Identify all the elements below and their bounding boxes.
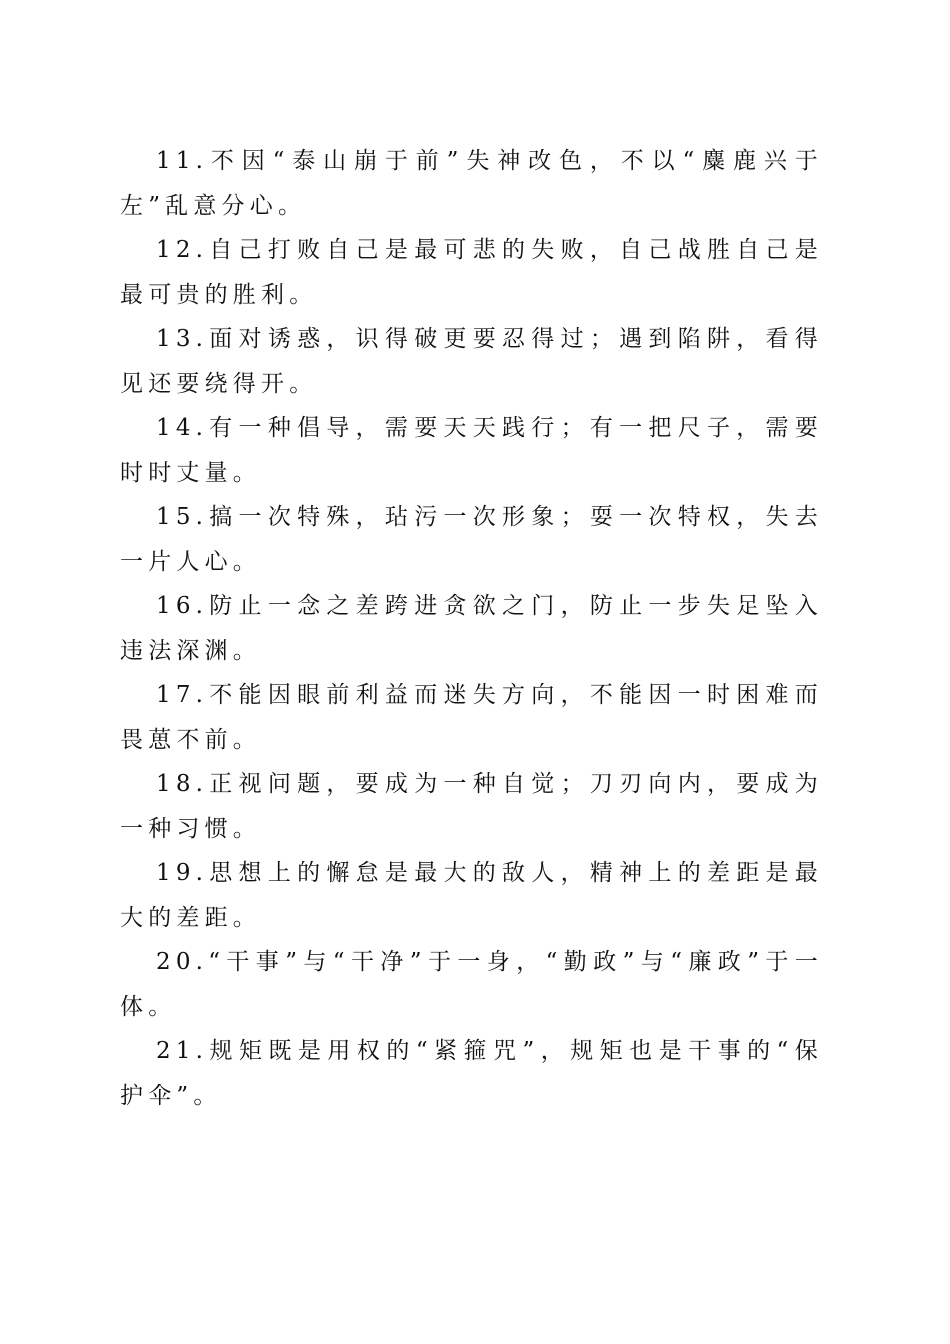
- paragraph-number: 12.: [156, 237, 209, 263]
- paragraph-text: “干事”与“干净”于一身，“勤政”与“廉政”于一体。: [120, 949, 823, 1020]
- paragraph-20: [120, 940, 823, 1029]
- paragraph-text: 正视问题，要成为一种自觉；刀刃向内，要成为一种习惯。: [120, 771, 823, 842]
- paragraph-12: [120, 228, 823, 317]
- paragraph-17: [120, 673, 823, 762]
- paragraph-number: 16.: [156, 593, 209, 619]
- paragraph-13: [120, 317, 823, 406]
- paragraph-text: 思想上的懈怠是最大的敌人，精神上的差距是最大的差距。: [120, 860, 823, 931]
- paragraph-text: 不因“泰山崩于前”失神改色，不以“麋鹿兴于左”乱意分心。: [120, 148, 823, 219]
- paragraph-number: 15.: [156, 504, 209, 530]
- paragraph-text: 自己打败自己是最可悲的失败，自己战胜自己是最可贵的胜利。: [120, 237, 823, 308]
- paragraph-15: [120, 495, 823, 584]
- paragraph-number: 13.: [156, 326, 209, 352]
- document-body: [120, 139, 823, 1118]
- paragraph-text: 规矩既是用权的“紧箍咒”，规矩也是干事的“保护伞”。: [120, 1038, 823, 1109]
- paragraph-text: 有一种倡导，需要天天践行；有一把尺子，需要时时丈量。: [120, 415, 823, 486]
- paragraph-number: 11.: [156, 148, 209, 174]
- paragraph-number: 19.: [156, 860, 209, 886]
- paragraph-16: [120, 584, 823, 673]
- paragraph-14: [120, 406, 823, 495]
- paragraph-11: [120, 139, 823, 228]
- paragraph-text: 不能因眼前利益而迷失方向，不能因一时困难而畏葸不前。: [120, 682, 823, 753]
- paragraph-number: 17.: [156, 682, 209, 708]
- paragraph-text: 搞一次特殊，玷污一次形象；耍一次特权，失去一片人心。: [120, 504, 823, 575]
- paragraph-18: [120, 762, 823, 851]
- paragraph-21: [120, 1029, 823, 1118]
- paragraph-text: 防止一念之差跨进贪欲之门，防止一步失足坠入违法深渊。: [120, 593, 823, 664]
- paragraph-number: 21.: [156, 1038, 209, 1064]
- paragraph-number: 14.: [156, 415, 209, 441]
- paragraph-text: 面对诱惑，识得破更要忍得过；遇到陷阱，看得见还要绕得开。: [120, 326, 823, 397]
- paragraph-number: 18.: [156, 771, 209, 797]
- paragraph-number: 20.: [156, 949, 209, 975]
- paragraph-19: [120, 851, 823, 940]
